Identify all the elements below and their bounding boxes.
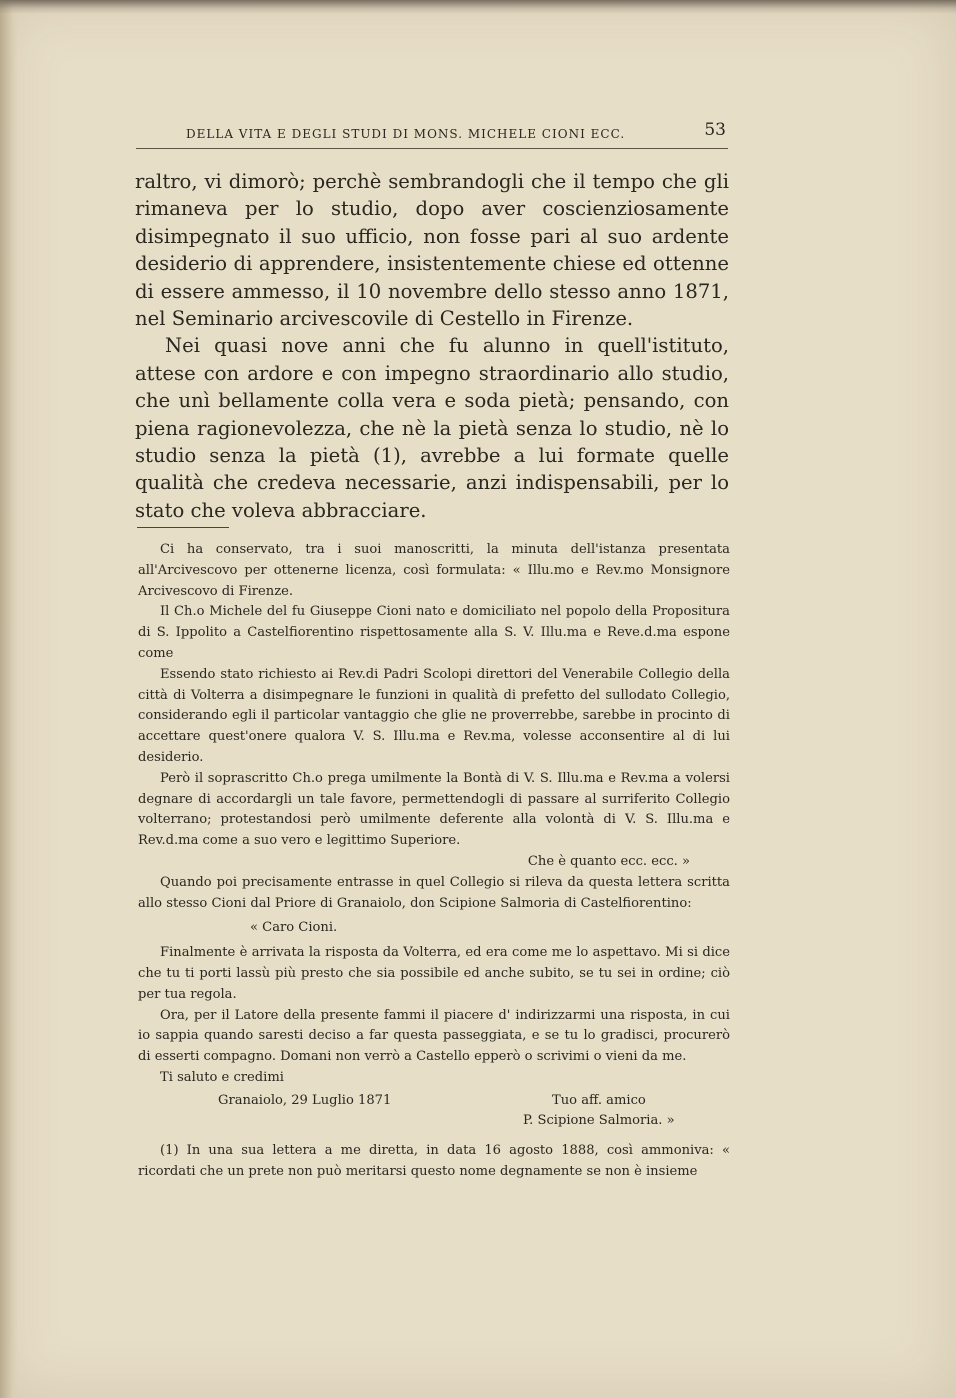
paragraph-1: raltro, vi dimorò; perchè sembrandogli che il tempo che gli rimaneva per lo studio, dopo aver coscienziosamente disimpegnato il suo ufficio, non fosse pari al suo ardente desiderio di apprendere, insistentemente chiese ed ottenne di essere ammesso, il 10 novembre dello stesso anno 1871, nel Seminario arcivescovile di Cestello in Firenze. [135, 170, 729, 331]
page-top-edge [0, 0, 956, 14]
page-number: 53 [704, 120, 726, 140]
paragraph-2-part-2: , avrebbe a lui formate quelle qualità che credeva necessarie, anzi indispensabili, per lo stato che voleva abbracciare. [135, 444, 729, 522]
note-paragraph: Quando poi precisamente entrasse in quel Collegio si rileva da questa lettera scritta allo stesso Cioni dal Priore di Granaiolo, don Scipione Salmoria di Castelfiorentino: [138, 874, 730, 911]
note-closing: Che è quanto ecc. ecc. » [527, 853, 690, 869]
letter-paragraph: Ora, per il Latore della presente fammi il piacere d' indirizzarmi una risposta, in cui io sappia quando saresti deciso a far questa passeggiata, e se tu lo gradisci, procurerò di esserti compagno. Domani non verrò a Castello epperò o scrivimi o vieni da me. [138, 1007, 730, 1065]
notes-block [138, 540, 730, 1182]
letter-place-date: Granaiolo, 29 Luglio 1871 [218, 1092, 392, 1108]
note-paragraph: Ci ha conservato, tra i suoi manoscritti, la minuta dell'istanza presentata all'Arcivescovo per ottenerne licenza, così formulata: « Illu.mo e Rev.mo Monsignore Arcivescovo di Firenze. [138, 542, 730, 599]
letter-paragraph: Finalmente è arrivata la risposta da Volterra, ed era come me lo aspettavo. Mi si dice che tu ti porti lassù più presto che sia possibile ed anche subito, se tu sei in ordine; ciò per tua regola. [138, 945, 730, 1002]
letter-greeting: Ti saluto e credimi [160, 1069, 284, 1085]
note-paragraph: Essendo stato richiesto ai Rev.di Padri Scolopi direttori del Venerabile Collegio della città di Volterra a disimpegnare le funzioni in qualità di prefetto del sullodato Collegio, considerando egli il particolar vantaggio che glie ne proverrebbe, sarebbe in procinto di accettare quest'onere qualora V. S. Illu.ma e Rev.ma, volesse acconsentire al di lui desiderio. [138, 666, 730, 765]
paragraph-2-part-1: Nei quasi nove anni che fu alunno in quell'istituto, attese con ardore e con impegno straordinario allo studio, che unì bellamente colla vera e soda pietà; pensando, con piena ragionevolezza, che nè la pietà senza lo studio, nè lo studio senza la pietà [135, 334, 729, 468]
footnote-reference: (1) [372, 444, 401, 468]
notes-divider [137, 527, 229, 528]
letter-signature-block [138, 1091, 730, 1131]
main-text [135, 168, 729, 524]
page-header [136, 118, 728, 149]
letter-salutation: « Caro Cioni. [250, 920, 338, 936]
footnote-1: (1) In una sua lettera a me diretta, in data 16 agosto 1888, così ammoniva: « ricordati che un prete non può meritarsi questo nome degnamente se non è insieme [138, 1142, 730, 1179]
running-head: DELLA VITA E DEGLI STUDI DI MONS. MICHELE CIONI ECC. [186, 127, 626, 141]
page-gutter [0, 0, 18, 1398]
note-paragraph: Però il soprascritto Ch.o prega umilmente la Bontà di V. S. Illu.ma e Rev.ma a volersi degnare di accordargli un tale favore, permettendogli di passare al surriferito Collegio volterrano; protestandosi però umilmente deferente alla volontà di V. S. Illu.ma e Rev.d.ma come a suo vero e legittimo Superiore. [138, 770, 730, 849]
note-paragraph: Il Ch.o Michele del fu Giuseppe Cioni nato e domiciliato nel popolo della Propositura di S. Ippolito a Castelfiorentino rispettosamente alla S. V. Illu.ma e Reve.d.ma espone come [138, 604, 730, 661]
letter-signer: P. Scipione Salmoria. » [523, 1112, 675, 1128]
letter-closing: Tuo aff. amico [552, 1092, 646, 1108]
paragraph-2 [135, 332, 729, 524]
